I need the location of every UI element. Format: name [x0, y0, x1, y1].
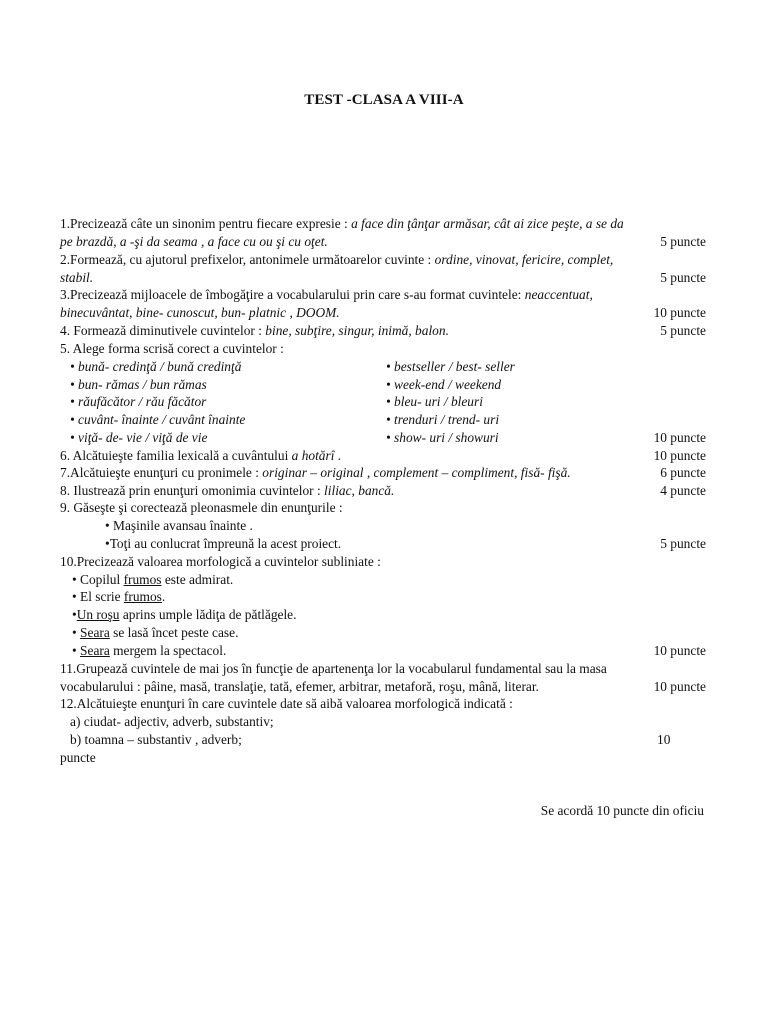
question-5-pair [60, 393, 706, 411]
sentence-text: aprins umple lădiţa de pătlăgele. [119, 607, 297, 623]
question-12-points-line [60, 749, 706, 767]
question-8-words: liliac, bancă. [324, 482, 395, 498]
question-9-points: 5 puncte [660, 535, 706, 551]
question-2-line-2 [60, 269, 706, 287]
question-2-words: ordine, vinovat, fericire, complet, [434, 251, 614, 267]
question-12 [60, 695, 706, 713]
question-5-option-left: • bună- credinţă / bună credinţă [70, 358, 242, 374]
question-2-text: 2.Formează, cu ajutorul prefixelor, antonimele următoarelor cuvinte : [60, 251, 435, 267]
sentence-text: • [72, 625, 81, 641]
sentence-text: se lasă încet peste case. [109, 625, 239, 641]
question-5-option-right: • bleu- uri / bleuri [386, 394, 483, 410]
question-1-expressions-cont: pe brazdă, a -şi da seama , a face cu ou şi cu oţet. [60, 233, 328, 249]
question-10-text: 10.Precizează valoarea morfologică a cuvintelor subliniate : [60, 553, 381, 569]
question-2-line-1 [60, 251, 706, 269]
question-5-points: 10 puncte [653, 430, 706, 446]
question-9-sentence-text: • Maşinile avansau înainte . [105, 517, 253, 533]
sentence-text: • [72, 642, 81, 658]
question-1-points: 5 puncte [660, 233, 706, 249]
sentence-text: • El scrie [72, 589, 124, 605]
question-4-words: bine, subţire, singur, inimă, balon. [265, 323, 449, 339]
question-5-option-right: • week-end / weekend [386, 376, 502, 392]
question-8 [60, 482, 706, 500]
question-2-words-cont: stabil. [60, 269, 94, 285]
question-9-sentence [60, 517, 706, 535]
question-5-option-right: • show- uri / showuri [386, 430, 499, 446]
question-7 [60, 464, 706, 482]
question-10-sentence [60, 588, 706, 606]
underlined-word: frumos [123, 571, 162, 587]
question-12-points-number: 10 [657, 732, 671, 748]
question-4 [60, 322, 706, 340]
question-5-pair [60, 429, 706, 447]
question-6 [60, 447, 706, 465]
question-1-text: 1.Precizează câte un sinonim pentru fiecare expresie : [60, 216, 352, 231]
underlined-word: Seara [80, 642, 110, 658]
question-10-sentence [60, 642, 706, 660]
question-3-points: 10 puncte [653, 305, 706, 321]
question-5 [60, 340, 706, 358]
bonus-points-note: Se acordă 10 puncte din oficiu [540, 803, 704, 818]
sentence-text: • Copilul [72, 571, 124, 587]
question-11-text: 11.Grupează cuvintele de mai jos în funcţie de apartenenţa lor la vocabularul fundamental sau la masa [60, 660, 607, 676]
sentence-text: mergem la spectacol. [109, 642, 227, 658]
question-5-option-left: • viţă- de- vie / viţă de vie [70, 430, 208, 446]
question-4-points: 5 puncte [660, 323, 706, 339]
question-3-words-cont: binecuvântat, bine- cunoscut, bun- platnic , DOOM. [60, 305, 340, 321]
question-11-line-2 [60, 678, 706, 696]
question-1-line-2 [60, 233, 706, 251]
question-7-text: 7.Alcătuieşte enunţuri cu pronimele : [60, 465, 263, 481]
sentence-text: este admirat. [161, 571, 234, 587]
question-3-words: neaccentuat, [524, 287, 593, 303]
question-1-line-1 [60, 215, 706, 233]
question-5-option-right: • trenduri / trend- uri [386, 412, 500, 428]
sentence-text: • [72, 607, 77, 623]
question-12-item-a [60, 713, 706, 731]
question-3-line-1 [60, 286, 706, 304]
question-10-sentence [60, 624, 706, 642]
sentence-text: . [161, 589, 166, 605]
test-questions [60, 215, 706, 767]
question-6-points: 10 puncte [653, 447, 706, 463]
question-12-item-a-text: a) ciudat- adjectiv, adverb, substantiv; [70, 714, 274, 730]
question-9-text: 9. Găseşte şi corectează pleonasmele din enunţurile : [60, 500, 343, 516]
question-6-word: a hotărî [291, 447, 335, 463]
page-title: TEST -CLASA A VIII-A [304, 92, 464, 108]
question-5-option-left: • răufăcător / rău făcător [70, 394, 207, 410]
underlined-word: Seara [80, 625, 110, 641]
question-5-option-left: • bun- rămas / bun rămas [70, 376, 207, 392]
question-5-pair [60, 411, 706, 429]
question-5-option-left: • cuvânt- înainte / cuvânt înainte [70, 412, 246, 428]
question-8-text: 8. Ilustrează prin enunţuri omonimia cuvintelor : [60, 482, 325, 498]
question-12-text: 12.Alcătuieşte enunţuri în care cuvintele date să aibă valoarea morfologică indicată : [60, 696, 513, 712]
question-10-sentence [60, 606, 706, 624]
question-9-sentence [60, 535, 706, 553]
question-4-text: 4. Formează diminutivele cuvintelor : [60, 323, 266, 339]
question-12-points-word: puncte [60, 749, 96, 765]
question-3-line-2 [60, 304, 706, 322]
question-11-points: 10 puncte [653, 678, 706, 694]
question-10-sentence [60, 571, 706, 589]
question-5-text: 5. Alege forma scrisă corect a cuvintelor : [60, 340, 284, 356]
question-11-line-1 [60, 660, 706, 678]
question-6-tail: . [334, 447, 342, 463]
question-5-pair [60, 358, 706, 376]
question-9-sentence-text: •Toţi au conlucrat împreună la acest proiect. [105, 535, 342, 551]
question-5-pair [60, 376, 706, 394]
question-8-points: 4 puncte [660, 482, 706, 498]
question-6-text: 6. Alcătuieşte familia lexicală a cuvântului [60, 447, 292, 463]
question-11-words: vocabularului : pâine, masă, translaţie, tată, efemer, arbitrar, metaforă, roşu, mână, literar. [60, 678, 539, 694]
question-1-expressions: a face din ţânţar armăsar, cât ai zice peşte, a se da [351, 216, 624, 231]
question-5-option-right: • bestseller / best- seller [386, 358, 515, 374]
question-12-item-b [60, 731, 706, 749]
question-9 [60, 499, 706, 517]
question-2-points: 5 puncte [660, 269, 706, 285]
underlined-word: Un roşu [76, 607, 120, 623]
question-12-item-b-text: b) toamna – substantiv , adverb; [70, 732, 242, 748]
underlined-word: frumos [123, 589, 162, 605]
question-3-text: 3.Precizează mijloacele de îmbogăţire a vocabularului prin care s-au format cuvintele: [60, 287, 525, 303]
question-7-words: originar – original , complement – compliment, fisă- fişă. [262, 465, 571, 481]
question-10-points: 10 puncte [653, 642, 706, 658]
question-10 [60, 553, 706, 571]
question-7-points: 6 puncte [660, 465, 706, 481]
